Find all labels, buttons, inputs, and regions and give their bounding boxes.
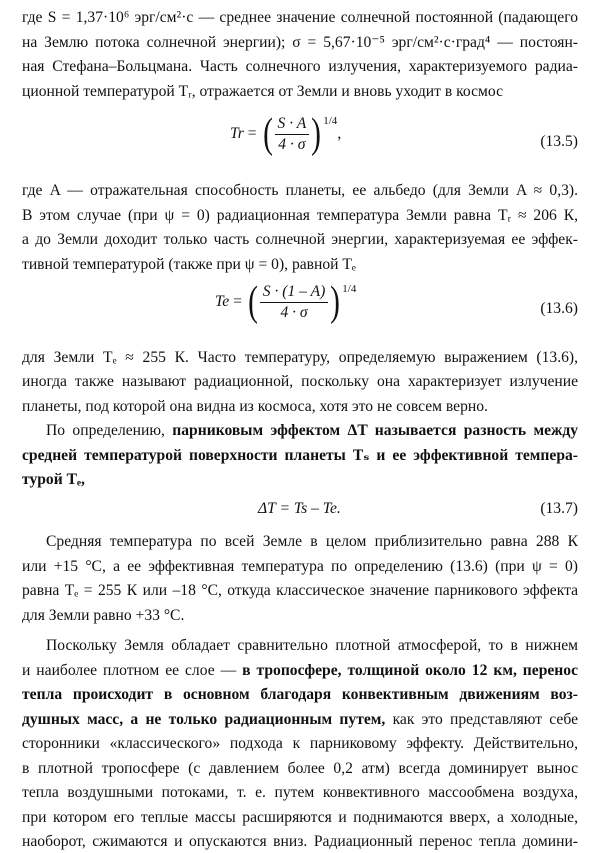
- equation-denominator: 4 · σ: [280, 303, 308, 321]
- text-line: для Земли равно +33 °С.: [22, 607, 185, 624]
- bold-text: в тропосфере, толщиной около 12 км, перенос: [242, 662, 579, 679]
- bold-text-line: турой Tₑ,: [22, 471, 85, 488]
- bold-text: парниковым эффектом ΔT называется разность между: [172, 422, 579, 439]
- bold-text: душных масс, а не только радиационным путем,: [22, 711, 386, 728]
- text-line: тивной температурой (также при ψ = 0), равной Tₑ: [22, 256, 356, 273]
- text-line: ционной температурой Tᵣ, отражается от Земли и вновь уходит в космос: [22, 83, 503, 100]
- text-line: в плотной тропосфере (с давлением более 0,2 атм) всегда доминирует вынос: [22, 760, 578, 777]
- text-span: и наиболее плотном ее слое —: [22, 662, 243, 679]
- equation-13-5: Tr = ( $\frac{S \cdot A}{4 \cdot \sigma}$ ) $^{1/4}$,: [230, 111, 342, 158]
- text-line: [22, 708, 578, 731]
- equation-13-7: ΔT = Ts – Te.: [258, 500, 341, 517]
- text-line: [46, 419, 578, 442]
- equation-number: (13.5): [540, 133, 578, 150]
- bold-text-line: средней температурой поверхности планеты Tₛ и ее эффективной темпера-: [22, 447, 578, 464]
- equation-exponent: 1/4: [342, 283, 357, 295]
- text-line: Поскольку Земля обладает сравнительно плотной атмосферой, то в нижнем: [46, 637, 578, 654]
- text-line: ная Стефана–Больцмана. Часть солнечного излучения, характеризуемого радиа-: [22, 58, 578, 75]
- bold-text-line: тепла происходит в основном благодаря конвективным движениям воз-: [22, 686, 578, 703]
- text-line: Средняя температура по всей Земле в целом приблизительно равна 288 К: [46, 533, 578, 550]
- text-line: тепла воздушными потоками, т. е. путем конвективного массообмена воздуха,: [22, 784, 578, 801]
- text-line: при котором его теплые массы расширяются и поднимаются вверх, а холодные,: [22, 809, 578, 826]
- text-line: иногда также называют радиационной, поскольку она характеризует излучение: [22, 373, 578, 390]
- text-line: [22, 659, 578, 682]
- equation-lhs: Tr: [230, 125, 244, 142]
- equation-number: (13.7): [540, 500, 578, 517]
- text-line: или +15 °С, а ее эффективная температура по определению (13.6) (при ψ = 0): [22, 558, 578, 575]
- equation-exponent: 1/4: [323, 115, 338, 127]
- text-line: сторонники «классического» подхода к парниковому эффекту. Действительно,: [22, 735, 578, 752]
- equation-numerator: S · A: [275, 114, 310, 135]
- equation-13-6: Te = ( $\frac{S \cdot (1 - A)}{4 \cdot \sigma}$ ) $^{1/4}$: [215, 279, 357, 326]
- text-span: По определению,: [46, 422, 173, 439]
- text-line: планеты, под которой она видна из космоса, хотя это не совсем верно.: [22, 398, 488, 415]
- equation-tail: ,: [337, 125, 342, 142]
- text-line: наоборот, сжимаются и опускаются вниз. Радиационный перенос тепла домини-: [22, 833, 578, 850]
- text-line: для Земли Tₑ ≈ 255 К. Часто температуру, определяемую выражением (13.6),: [22, 349, 578, 366]
- text-line: на Землю потока солнечной энергии); σ = 5,67·10⁻⁵ эрг/см²·с·град⁴ — постоян-: [22, 34, 578, 51]
- text-line: В этом случае (при ψ = 0) радиационная температура Земли равна Tᵣ ≈ 206 К,: [22, 207, 578, 224]
- text-line: где A — отражательная способность планеты, ее альбедо (для Земли A ≈ 0,3).: [22, 182, 578, 199]
- equation-numerator: S · (1 – A): [260, 282, 329, 303]
- equation-denominator: 4 · σ: [278, 135, 306, 153]
- equation-lhs: Te: [215, 293, 230, 310]
- text-span: как это представляют себе: [385, 711, 578, 728]
- text-line: а до Земли доходит только часть солнечной энергии, характеризуемая ее эффек-: [22, 231, 578, 248]
- equation-number: (13.6): [540, 300, 578, 317]
- text-line: где S = 1,37·10⁶ эрг/см²·с — среднее значение солнечной постоянной (падающего: [22, 9, 578, 26]
- text-line: равна Tₑ = 255 К или –18 °С, откуда классическое значение парникового эффекта: [22, 582, 578, 599]
